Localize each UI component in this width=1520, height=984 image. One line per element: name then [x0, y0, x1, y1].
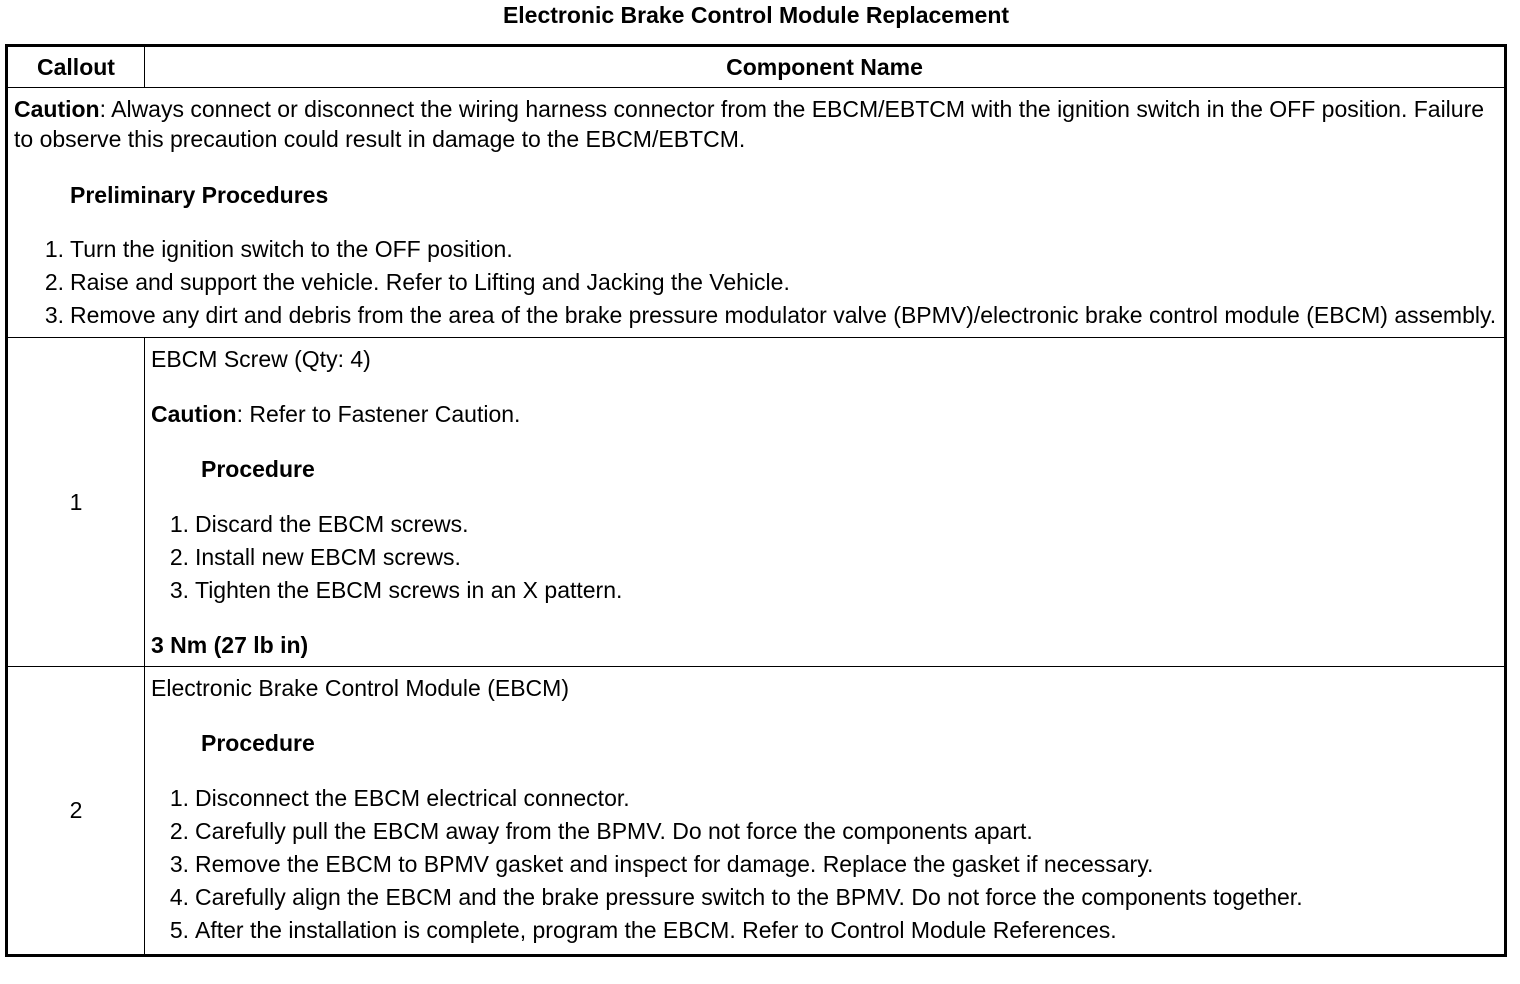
step-number: 1. [169, 511, 189, 537]
step-text: After the installation is complete, program the EBCM. Refer to Control Module References. [195, 917, 1117, 943]
header-row [7, 46, 1506, 88]
step-text: Install new EBCM screws. [195, 544, 461, 570]
step-text: Remove the EBCM to BPMV gasket and inspect for damage. Replace the gasket if necessary. [195, 851, 1154, 877]
list-item [151, 882, 1500, 912]
step-text: Disconnect the EBCM electrical connector. [195, 785, 630, 811]
step-number: 2. [169, 818, 189, 844]
component-name: Electronic Brake Control Module (EBCM) [151, 675, 569, 701]
procedure-table [5, 44, 1507, 957]
list-item [151, 783, 1500, 813]
callout-number: 1 [7, 338, 145, 667]
step-text: Discard the EBCM screws. [195, 511, 469, 537]
preliminary-steps [14, 234, 1500, 330]
callout-header: Callout [7, 46, 145, 88]
intro-cell [7, 88, 1506, 338]
list-item [151, 816, 1500, 846]
caution-label: Caution [14, 96, 100, 122]
step-number: 3. [169, 577, 189, 603]
step-text: Tighten the EBCM screws in an X pattern. [195, 577, 623, 603]
step-number: 2. [44, 269, 64, 295]
list-item [151, 915, 1500, 945]
callout-number: 2 [7, 667, 145, 956]
step-text: Remove any dirt and debris from the area of the brake pressure modulator valve (BPMV)/electronic brake control module (EBCM) assembly. [70, 302, 1497, 328]
component-cell [145, 667, 1506, 956]
list-item [151, 509, 1500, 539]
step-number: 1. [169, 785, 189, 811]
procedure-heading: Procedure [201, 730, 315, 756]
procedure-steps [151, 783, 1500, 945]
step-text: Raise and support the vehicle. Refer to Lifting and Jacking the Vehicle. [70, 269, 790, 295]
procedure-steps [151, 509, 1500, 605]
caution-text: : Always connect or disconnect the wiring harness connector from the EBCM/EBTCM with the ignition switch in the OFF position. Failure to observe this precaution could result in damage to the EBCM/EBTCM. [14, 96, 1485, 152]
document-title: Electronic Brake Control Module Replacement [502, 2, 1010, 28]
step-number: 2. [169, 544, 189, 570]
step-text: Carefully pull the EBCM away from the BPMV. Do not force the components apart. [195, 818, 1033, 844]
list-item [151, 575, 1500, 605]
procedure-heading: Procedure [201, 456, 315, 482]
step-number: 5. [169, 917, 189, 943]
list-item [14, 300, 1500, 330]
intro-row [7, 88, 1506, 338]
table-row [7, 338, 1506, 667]
list-item [151, 542, 1500, 572]
step-text: Turn the ignition switch to the OFF position. [70, 236, 513, 262]
table-row [7, 667, 1506, 956]
component-name-header: Component Name [145, 46, 1506, 88]
torque-spec: 3 Nm (27 lb in) [151, 632, 309, 658]
list-item [151, 849, 1500, 879]
component-cell [145, 338, 1506, 667]
step-number: 3. [169, 851, 189, 877]
preliminary-procedures-heading: Preliminary Procedures [70, 182, 329, 208]
list-item [14, 267, 1500, 297]
component-name: EBCM Screw (Qty: 4) [151, 346, 371, 372]
step-number: 1. [44, 236, 64, 262]
component-caution [151, 399, 1500, 429]
step-number: 3. [44, 302, 64, 328]
caution-label: Caution [151, 401, 237, 427]
step-number: 4. [169, 884, 189, 910]
intro-caution [14, 94, 1500, 154]
list-item [14, 234, 1500, 264]
step-text: Carefully align the EBCM and the brake pressure switch to the BPMV. Do not force the components together. [195, 884, 1303, 910]
caution-text: : Refer to Fastener Caution. [236, 401, 521, 427]
